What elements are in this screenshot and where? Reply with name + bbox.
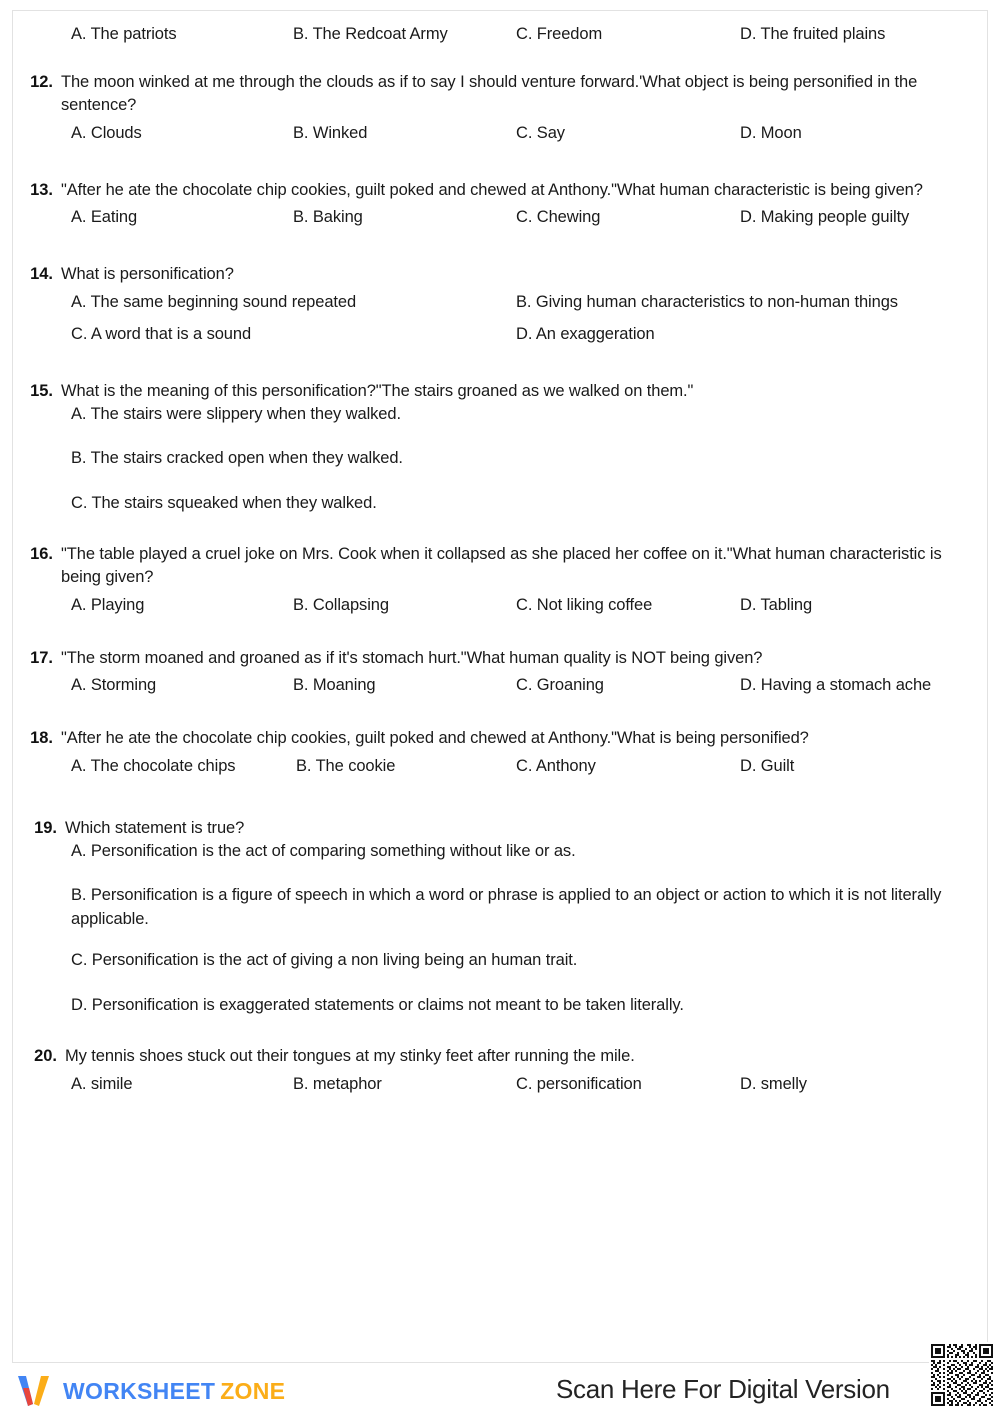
qr-code-icon[interactable]: [929, 1342, 995, 1408]
question-head: [27, 727, 963, 750]
option-b[interactable]: B. The stairs cracked open when they walked.: [71, 449, 403, 468]
question-16: [27, 543, 963, 628]
question-text: "After he ate the chocolate chip cookies, guilt poked and chewed at Anthony."What is being personified?: [61, 729, 809, 748]
question-20: [27, 1045, 963, 1107]
spacer: [27, 795, 963, 817]
question-number: 16.: [30, 545, 53, 564]
logo-w-icon: [16, 1374, 54, 1408]
option-d[interactable]: D. Moon: [740, 123, 802, 142]
option-d[interactable]: D. smelly: [740, 1074, 807, 1093]
option-a[interactable]: A. The stairs were slippery when they walked.: [71, 404, 401, 423]
question-number: 13.: [30, 180, 53, 199]
option-d[interactable]: D. Guilt: [740, 757, 795, 776]
option-c[interactable]: C. Say: [516, 123, 565, 142]
question-15: [27, 380, 963, 515]
option-d[interactable]: D. Tabling: [740, 595, 813, 614]
option-row: [27, 757, 963, 789]
question-options: [27, 757, 963, 789]
option-b[interactable]: B. Collapsing: [293, 595, 389, 614]
spacer: [27, 363, 963, 380]
question-number: 20.: [34, 1047, 57, 1066]
question-options: [27, 596, 963, 628]
option-b[interactable]: B. Moaning: [293, 676, 376, 695]
option-a[interactable]: A. Playing: [71, 595, 145, 614]
option-b[interactable]: B. Giving human characteristics to non-human things: [516, 293, 898, 312]
spacer: [27, 521, 963, 543]
option-b[interactable]: B. The Redcoat Army: [293, 25, 448, 43]
spacer: [27, 714, 963, 727]
question-text: The moon winked at me through the clouds as if to say I should venture forward.'What object is being personified in the sentence?: [61, 73, 918, 114]
question-19: [27, 817, 963, 1017]
option-a[interactable]: A. Personification is the act of comparing something without like or as.: [71, 841, 576, 860]
option-row: [27, 676, 963, 708]
option-c[interactable]: C. Anthony: [516, 757, 596, 776]
question-text: "The table played a cruel joke on Mrs. Cook when it collapsed as she placed her coffee on it."What human characteristic is being given?: [61, 545, 942, 586]
option-d[interactable]: D. The fruited plains: [740, 25, 886, 43]
question-text: What is the meaning of this personification?"The stairs groaned as we walked on them.": [61, 382, 694, 401]
question-text: My tennis shoes stuck out their tongues at my stinky feet after running the mile.: [65, 1047, 635, 1066]
question-options: [27, 1075, 963, 1107]
question-number: 15.: [30, 382, 53, 401]
option-a[interactable]: A. Clouds: [71, 123, 142, 142]
orphan-options-row: [27, 25, 963, 57]
question-head: [27, 817, 963, 840]
option-b[interactable]: B. Winked: [293, 123, 368, 142]
question-text: "After he ate the chocolate chip cookies, guilt poked and chewed at Anthony."What human characteristic is being given?: [61, 180, 923, 199]
option-c[interactable]: C. Not liking coffee: [516, 595, 653, 614]
question-options: [27, 293, 963, 357]
option-c[interactable]: C. Freedom: [516, 25, 603, 43]
spacer: [27, 1023, 963, 1045]
option-c[interactable]: C. The stairs squeaked when they walked.: [71, 493, 377, 512]
option-a[interactable]: A. Eating: [71, 208, 138, 227]
option-row: [27, 325, 963, 357]
worksheet-zone-logo[interactable]: [16, 1370, 285, 1412]
option-a[interactable]: A. Storming: [71, 676, 157, 695]
option-c[interactable]: C. Groaning: [516, 676, 604, 695]
option-row: [27, 596, 963, 628]
question-number: 19.: [34, 819, 57, 838]
question-options: [27, 676, 963, 708]
worksheet-page: [12, 10, 988, 1363]
spacer: [27, 634, 963, 647]
option-row: [27, 1075, 963, 1107]
option-row: [27, 124, 963, 156]
option-b[interactable]: B. Personification is a figure of speech in which a word or phrase is applied to an object or action to which it is not literally applicable.: [71, 886, 942, 928]
spacer: [27, 246, 963, 263]
option-row: [27, 208, 963, 240]
question-17: [27, 647, 963, 709]
logo-text: [63, 1378, 285, 1405]
question-text: Which statement is true?: [65, 819, 245, 838]
question-text: "The storm moaned and groaned as if it's stomach hurt."What human quality is NOT being given?: [61, 648, 763, 667]
option-c[interactable]: C. personification: [516, 1074, 642, 1093]
logo-word-zone: ZONE: [220, 1377, 286, 1404]
question-number: 17.: [30, 648, 53, 667]
option-row: [27, 25, 963, 57]
option-a[interactable]: A. The chocolate chips: [71, 757, 236, 776]
option-c[interactable]: C. A word that is a sound: [71, 325, 252, 344]
question-head: [27, 1045, 963, 1068]
option-d[interactable]: D. Personification is exaggerated statements or claims not meant to be taken literally.: [71, 995, 684, 1014]
question-head: [27, 179, 963, 202]
option-d[interactable]: D. Having a stomach ache: [740, 676, 932, 695]
logo-word-worksheet: WORKSHEET: [63, 1377, 216, 1404]
question-head: [27, 543, 963, 589]
question-head: [27, 263, 963, 286]
question-13: [27, 179, 963, 241]
question-options: [27, 208, 963, 240]
question-head: [27, 380, 963, 403]
page-footer: [0, 1366, 1000, 1414]
question-head: [27, 647, 963, 670]
question-12: [27, 71, 963, 156]
option-a[interactable]: A. The same beginning sound repeated: [71, 293, 357, 312]
question-options: [27, 124, 963, 156]
question-number: 14.: [30, 265, 53, 284]
option-d[interactable]: D. An exaggeration: [516, 325, 655, 344]
option-row: [27, 293, 963, 325]
option-c[interactable]: C. Chewing: [516, 208, 601, 227]
option-d[interactable]: D. Making people guilty: [740, 208, 910, 227]
scan-here-label: Scan Here For Digital Version: [556, 1374, 890, 1404]
option-b[interactable]: B. Baking: [293, 208, 363, 227]
question-number: 18.: [30, 729, 53, 748]
question-number: 12.: [30, 73, 53, 91]
spacer: [27, 162, 963, 179]
question-options: [27, 403, 963, 515]
option-a[interactable]: A. simile: [71, 1074, 133, 1093]
question-text: What is personification?: [61, 265, 234, 284]
worksheet-content: [13, 11, 987, 1113]
question-18: [27, 727, 963, 789]
question-options: [27, 840, 963, 1017]
option-c[interactable]: C. Personification is the act of giving a non living being an human trait.: [71, 951, 578, 970]
option-b[interactable]: B. metaphor: [293, 1074, 382, 1093]
question-head: [27, 71, 963, 117]
option-b[interactable]: B. The cookie: [296, 757, 396, 776]
option-a[interactable]: A. The patriots: [71, 25, 177, 43]
question-14: [27, 263, 963, 357]
